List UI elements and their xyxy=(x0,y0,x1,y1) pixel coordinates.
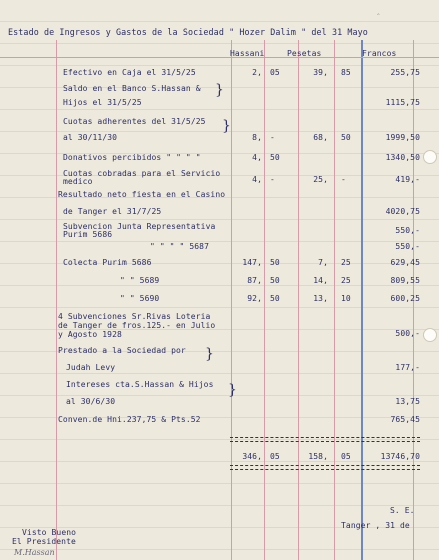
column-rule xyxy=(298,40,299,560)
pesetas-cents: - xyxy=(341,175,346,184)
entry-label-continued: medico xyxy=(63,177,93,186)
francos-amount: 765,45 xyxy=(390,415,420,424)
francos-amount: 1340,50 xyxy=(385,153,420,162)
hassani-cents: - xyxy=(270,133,275,142)
entry-label: " " " " 5687 xyxy=(150,242,209,251)
place-date: Tanger , 31 de xyxy=(341,521,410,530)
initials: S. E. xyxy=(390,506,415,515)
brace-mark: } xyxy=(222,118,231,134)
column-rule-blue xyxy=(361,40,363,560)
total-hassani-whole: 346, xyxy=(242,452,262,461)
francos-amount: 419,- xyxy=(395,175,420,184)
corner-mark: ‸ xyxy=(377,6,380,15)
hassani-whole: 92, xyxy=(247,294,262,303)
pesetas-cents: 25 xyxy=(341,258,351,267)
entry-label-continued: al 30/6/30 xyxy=(66,397,116,406)
pesetas-whole: 68, xyxy=(313,133,328,142)
total-francos: 13746,70 xyxy=(380,452,420,461)
pesetas-cents: 50 xyxy=(341,133,351,142)
visto-bueno: Visto Bueno xyxy=(22,528,77,537)
pesetas-whole: 7, xyxy=(318,258,328,267)
entry-label: 4 Subvenciones Sr.Rivas Loteria xyxy=(58,312,211,321)
entry-label-continued: al 30/11/30 xyxy=(63,133,118,142)
francos-amount: 550,- xyxy=(395,242,420,251)
entry-label-continued: Judah Levy xyxy=(66,363,116,372)
entry-label: " " 5689 xyxy=(120,276,160,285)
entry-label-continued: Purim 5686 xyxy=(63,230,113,239)
brace-mark: } xyxy=(205,346,214,362)
signature: M.Hassan xyxy=(14,548,55,557)
entry-label: Prestado a la Sociedad por xyxy=(58,346,186,355)
francos-amount: 629,45 xyxy=(390,258,420,267)
hassani-cents: 50 xyxy=(270,294,280,303)
pesetas-whole: 39, xyxy=(313,68,328,77)
hassani-cents: - xyxy=(270,175,275,184)
entry-label-continued: de Tanger de fros.125.- en Julio xyxy=(58,321,216,330)
hassani-whole: 2, xyxy=(252,68,262,77)
pesetas-whole: 13, xyxy=(313,294,328,303)
column-header-francos: Francos xyxy=(362,49,397,58)
francos-amount: 1999,50 xyxy=(385,133,420,142)
column-rule xyxy=(231,40,232,560)
document-title: Estado de Ingresos y Gastos de la Sociedad " Hozer Dalim " del 31 Mayo xyxy=(8,27,368,37)
entry-label: Efectivo en Caja el 31/5/25 xyxy=(63,68,196,77)
entry-label: Resultado neto fiesta en el Casino xyxy=(58,190,226,199)
francos-amount: 177,- xyxy=(395,363,420,372)
entry-label: Conven.de Hni.237,75 & Pts.52 xyxy=(58,415,201,424)
total-rule xyxy=(230,437,420,442)
hassani-cents: 50 xyxy=(270,153,280,162)
entry-label: Cuotas adherentes del 31/5/25 xyxy=(63,117,206,126)
pesetas-whole: 25, xyxy=(313,175,328,184)
total-pesetas-cents: 05 xyxy=(341,452,351,461)
pesetas-cents: 85 xyxy=(341,68,351,77)
francos-amount: 1115,75 xyxy=(385,98,420,107)
hassani-whole: 4, xyxy=(252,175,262,184)
entry-label: Cuotas cobradas para el Servicio xyxy=(63,169,221,178)
entry-label: " " 5690 xyxy=(120,294,160,303)
entry-label: Saldo en el Banco S.Hassan & xyxy=(63,84,201,93)
president-label: El Presidente xyxy=(12,537,76,546)
francos-amount: 600,25 xyxy=(390,294,420,303)
francos-amount: 255,75 xyxy=(390,68,420,77)
pesetas-whole: 14, xyxy=(313,276,328,285)
total-hassani-cents: 05 xyxy=(270,452,280,461)
entry-label-continued: Hijos el 31/5/25 xyxy=(63,98,142,107)
francos-amount: 809,55 xyxy=(390,276,420,285)
francos-amount: 550,- xyxy=(395,226,420,235)
francos-amount: 500,- xyxy=(395,329,420,338)
total-rule xyxy=(230,465,420,470)
hassani-whole: 147, xyxy=(242,258,262,267)
column-rule xyxy=(334,40,335,560)
entry-label: Intereses cta.S.Hassan & Hijos xyxy=(66,380,214,389)
column-header-pesetas: Pesetas xyxy=(287,49,322,58)
hassani-cents: 50 xyxy=(270,276,280,285)
column-header-hassani: Hassani xyxy=(230,49,265,58)
pesetas-cents: 10 xyxy=(341,294,351,303)
punch-hole xyxy=(423,150,437,164)
entry-label: Subvencion Junta Representativa xyxy=(63,222,216,231)
hassani-whole: 87, xyxy=(247,276,262,285)
brace-mark: } xyxy=(215,82,224,98)
francos-amount: 4020,75 xyxy=(385,207,420,216)
brace-mark: } xyxy=(228,382,237,398)
column-rule xyxy=(264,40,265,560)
margin-rule xyxy=(56,40,57,560)
entry-label-continued: de Tanger el 31/7/25 xyxy=(63,207,162,216)
pesetas-cents: 25 xyxy=(341,276,351,285)
hassani-whole: 4, xyxy=(252,153,262,162)
entry-label-continued: y Agosto 1928 xyxy=(58,330,122,339)
hassani-cents: 50 xyxy=(270,258,280,267)
francos-amount: 13,75 xyxy=(395,397,420,406)
entry-label: Donativos percibidos " " " " xyxy=(63,153,201,162)
total-pesetas-whole: 158, xyxy=(308,452,328,461)
hassani-cents: 05 xyxy=(270,68,280,77)
entry-label: Colecta Purim 5686 xyxy=(63,258,152,267)
punch-hole xyxy=(423,328,437,342)
hassani-whole: 8, xyxy=(252,133,262,142)
